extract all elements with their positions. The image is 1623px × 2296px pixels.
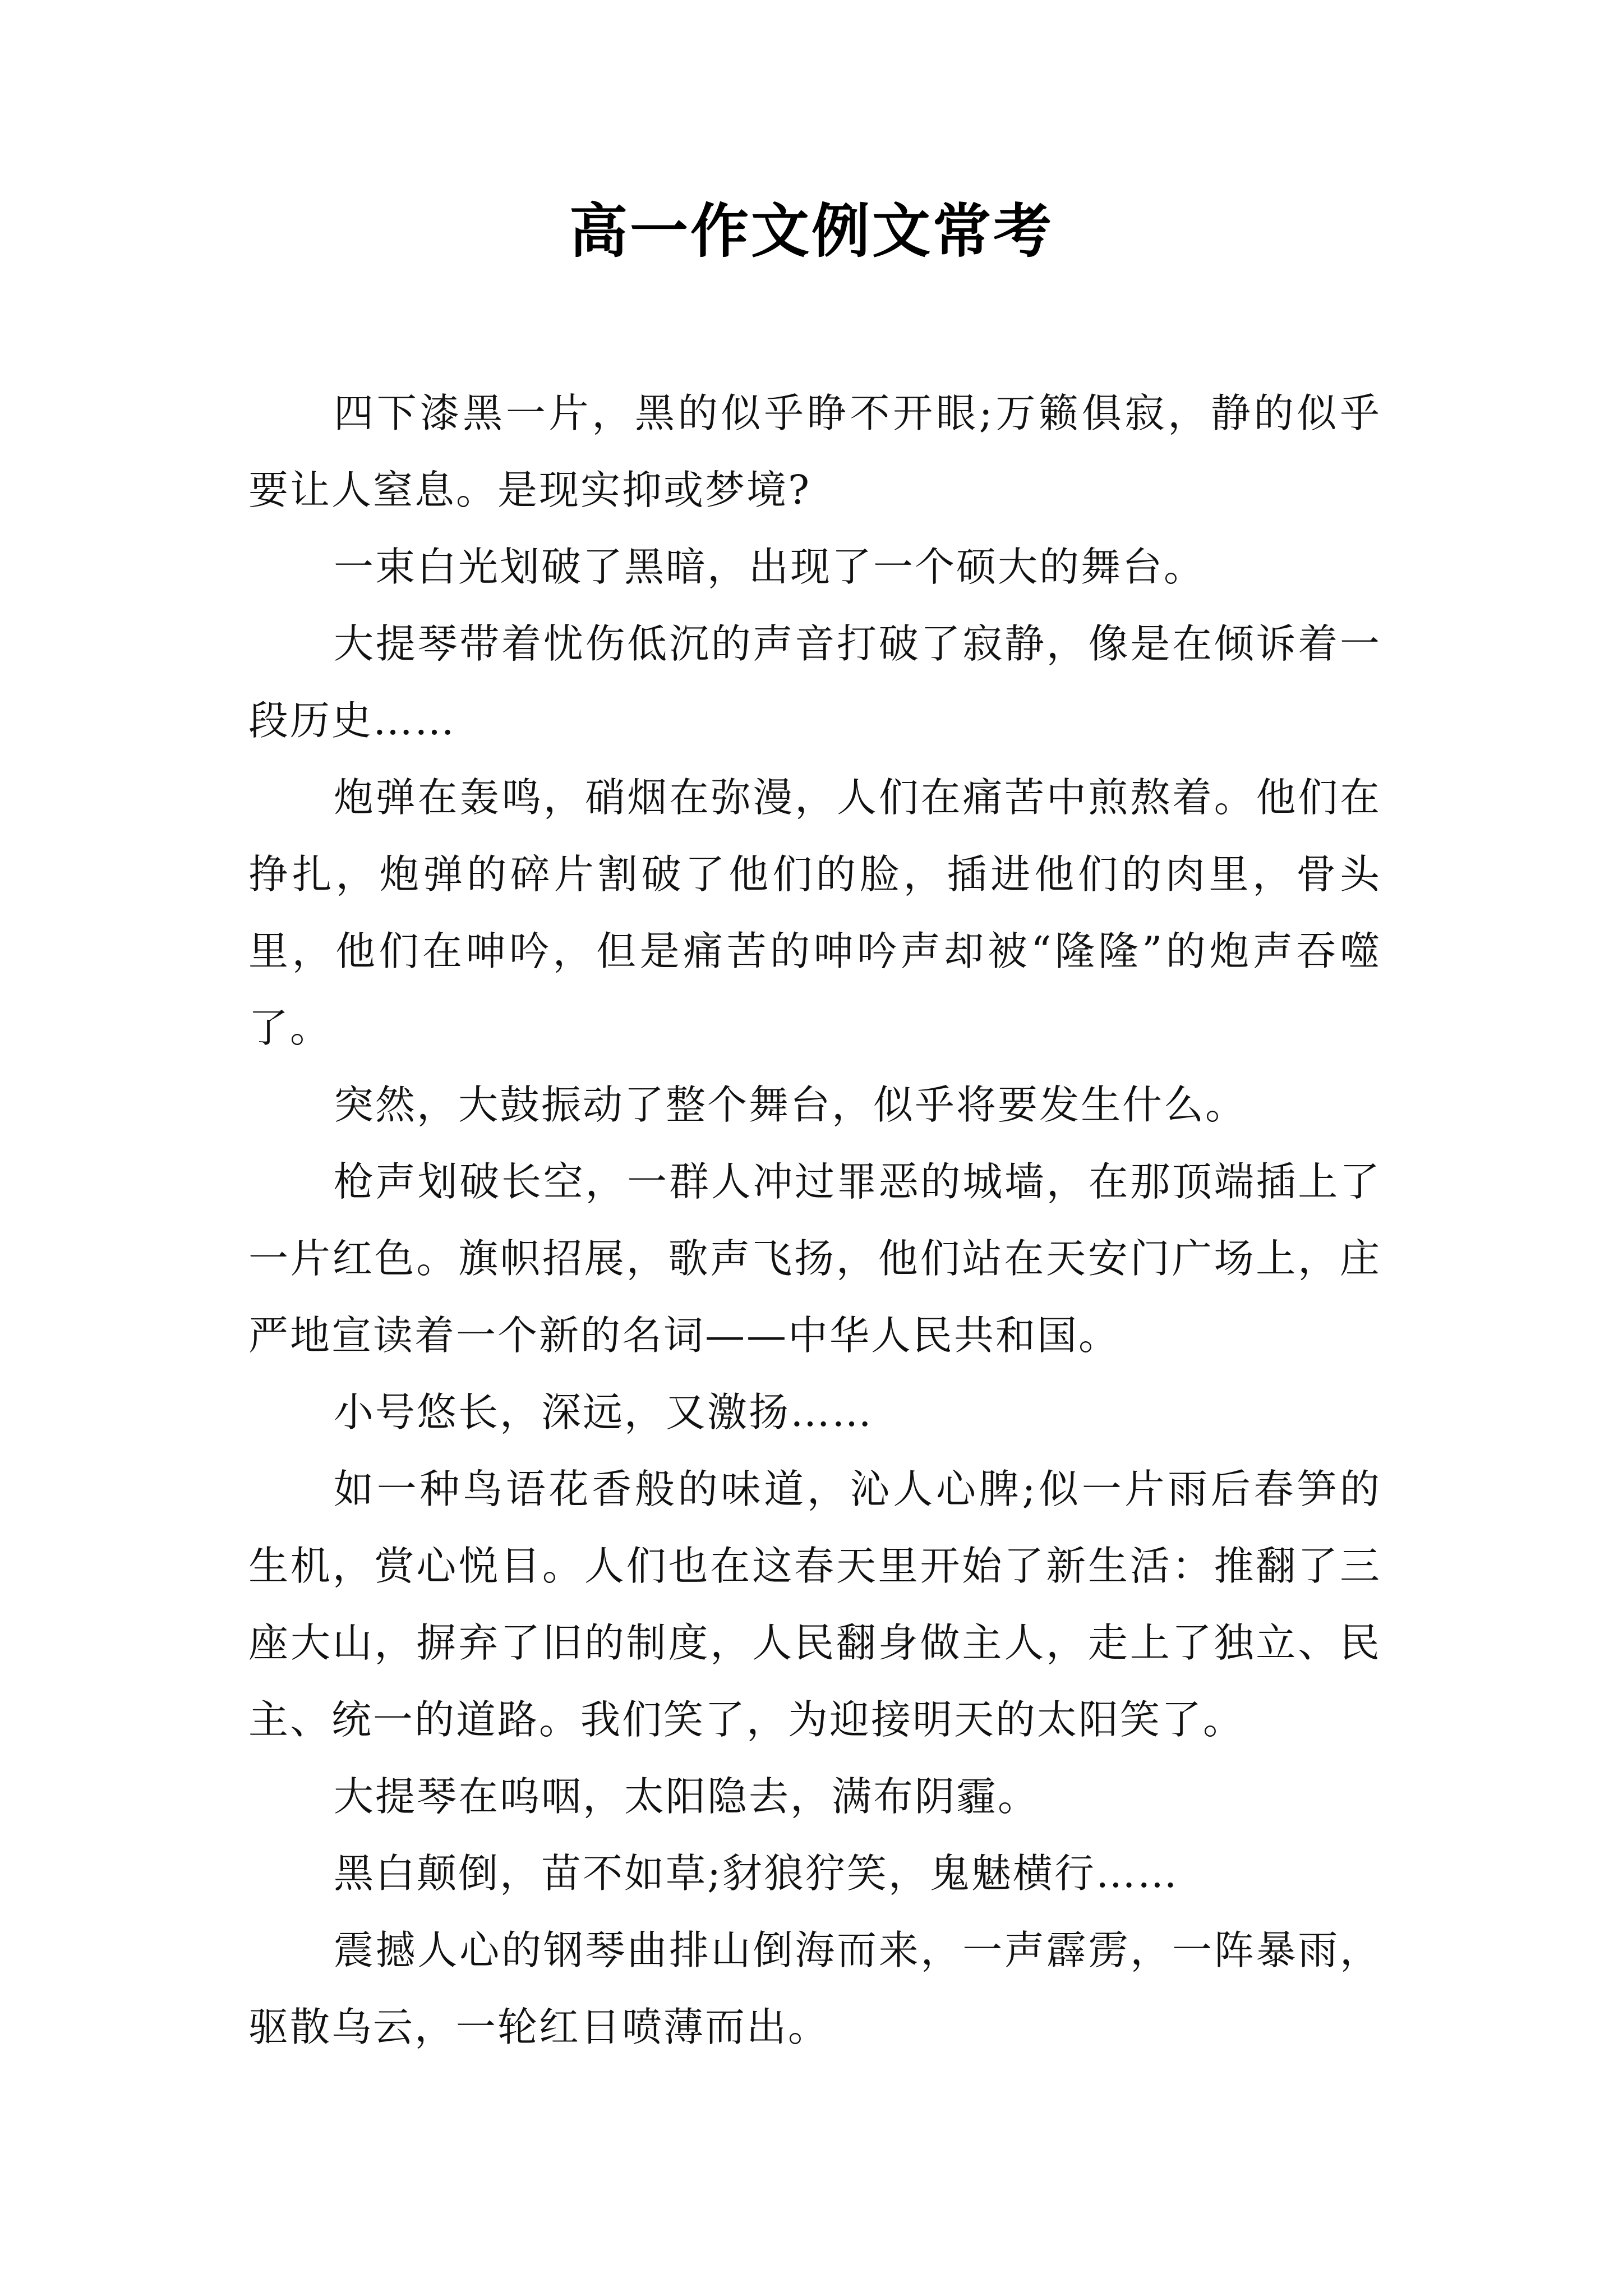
paragraph: 如一种鸟语花香般的味道，沁人心脾;似一片雨后春笋的生机，赏心悦目。人们也在这春天里开始了新生活：推翻了三座大山，摒弃了旧的制度，人民翻身做主人，走上了独立、民主、统一的道路。我们笑了，为迎接明天的太阳笑了。 <box>248 1466 1381 1743</box>
paragraph: 四下漆黑一片，黑的似乎睁不开眼;万籁俱寂，静的似乎要让人窒息。是现实抑或梦境? <box>248 390 1381 513</box>
paragraph: 黑白颠倒，苗不如草;豺狼狞笑，鬼魅横行…… <box>334 1850 1179 1897</box>
paragraph: 震撼人心的钢琴曲排山倒海而来，一声霹雳，一阵暴雨，驱散乌云，一轮红日喷薄而出。 <box>248 1927 1381 2050</box>
paragraph: 枪声划破长空，一群人冲过罪恶的城墙，在那顶端插上了一片红色。旗帜招展，歌声飞扬，他们站在天安门广场上，庄严地宣读着一个新的名词——中华人民共和国。 <box>248 1158 1381 1359</box>
paragraph: 一束白光划破了黑暗，出现了一个硕大的舞台。 <box>334 544 1206 590</box>
paragraph: 大提琴在呜咽，太阳隐去，满布阴霾。 <box>334 1773 1040 1820</box>
paragraph: 大提琴带着忧伤低沉的声音打破了寂静，像是在倾诉着一段历史…… <box>248 620 1381 744</box>
paragraph: 小号悠长，深远，又激扬…… <box>334 1389 874 1435</box>
page-title: 高一作文例文常考 <box>569 196 1054 265</box>
paragraph: 炮弹在轰鸣，硝烟在弥漫，人们在痛苦中煎熬着。他们在挣扎，炮弹的碎片割破了他们的脸，插进他们的肉里，骨头里，他们在呻吟，但是痛苦的呻吟声却被“隆隆”的炮声吞噬了。 <box>248 774 1381 1051</box>
document-body <box>248 375 1381 2065</box>
paragraph: 突然，大鼓振动了整个舞台，似乎将要发生什么。 <box>334 1082 1247 1128</box>
